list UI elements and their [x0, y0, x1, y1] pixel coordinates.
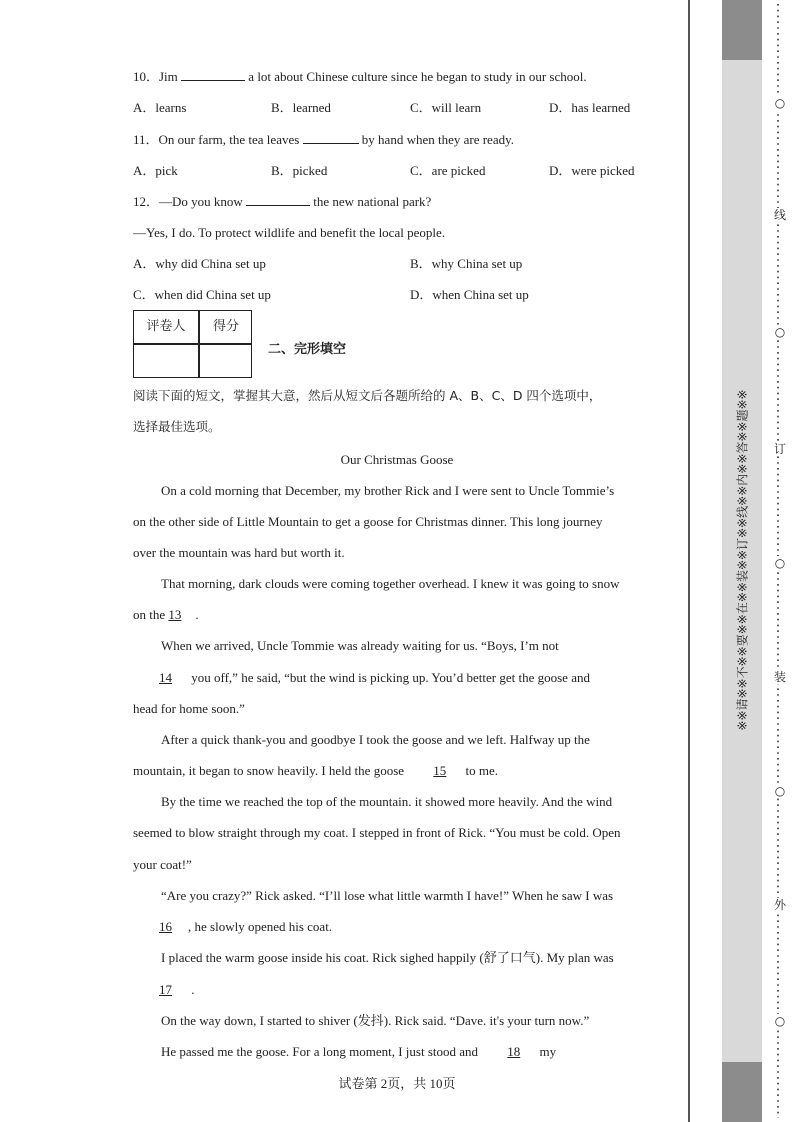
q11-option-a: A．pick: [133, 163, 178, 178]
q11-option-c: C．are picked: [410, 163, 486, 178]
passage-p2-line-1: That morning, dark clouds were coming together overhead. I knew it was going to snow: [161, 576, 620, 591]
passage-p1-line-1: On a cold morning that December, my brother Rick and I were sent to Uncle Tommie’s: [161, 483, 615, 498]
margin-label-line: 线: [773, 208, 786, 222]
blank-17: 17: [159, 982, 172, 997]
q11-blank: [303, 131, 359, 144]
grader-reviewer-label: 评卷人: [146, 319, 186, 334]
margin-label-bind: 装: [773, 670, 786, 684]
blank-16: 16: [159, 919, 172, 934]
passage-p1-line-2: on the other side of Little Mountain to get a goose for Christmas dinner. This long journey: [133, 514, 603, 529]
binding-notice: ※※请※※不※※要※※在※※装※※订※※线※※内※※答※※题※※: [735, 389, 750, 731]
margin-circle-4: ○: [772, 784, 788, 798]
passage-p7-line-2: 17 .: [133, 982, 195, 998]
page-footer: 试卷第 2页，共 10页: [338, 1076, 456, 1091]
passage-p5-line-2: seemed to blow straight through my coat. I stepped in front of Rick. “You must be cold. Open: [133, 825, 621, 840]
q12-stem: 12．—Do you know the new national park?: [133, 194, 432, 209]
passage-p3-line-2: 14 you off,” he said, “but the wind is picking up. You’d better get the goose and: [133, 670, 590, 686]
binding-band-bottom-block: [722, 1062, 762, 1122]
blank-13: 13: [168, 607, 182, 622]
margin-circle-2: ○: [772, 325, 788, 339]
grader-box: [133, 310, 252, 378]
q12-option-c: C．when did China set up: [133, 287, 271, 302]
passage-p7-line-1: I placed the warm goose inside his coat. Rick sighed happily (舒了口气). My plan was: [161, 950, 614, 965]
q12-option-b: B．why China set up: [410, 256, 523, 271]
section-title: 二、完形填空: [268, 342, 347, 357]
margin-circle-3: ○: [772, 556, 788, 570]
passage-p4-line-1: After a quick thank-you and goodbye I took the goose and we left. Halfway up the: [161, 732, 590, 747]
passage-p3-line-3: head for home soon.”: [133, 701, 245, 716]
blank-18: 18: [507, 1044, 521, 1059]
passage-p4-line-2: mountain, it began to snow heavily. I held the goose 15 to me.: [133, 763, 499, 778]
q12-answer-line: —Yes, I do. To protect wildlife and benefit the local people.: [133, 225, 445, 240]
passage-p2-line-2: on the 13 .: [133, 607, 199, 622]
q10-blank: [181, 68, 245, 81]
margin-label-order: 订: [773, 442, 786, 456]
passage-p6-line-1: “Are you crazy?” Rick asked. “I’ll lose what little warmth I have!” When he saw I was: [161, 888, 614, 903]
q12-option-d: D．when China set up: [410, 287, 529, 302]
passage-p9: He passed me the goose. For a long moment, I just stood and 18 my: [161, 1044, 557, 1059]
q12-blank: [246, 193, 310, 206]
q11-option-d: D．were picked: [549, 163, 635, 178]
blank-15: 15: [433, 763, 447, 778]
passage-p6-line-2: 16 , he slowly opened his coat.: [133, 919, 332, 935]
binding-margin-border: [688, 0, 690, 1122]
passage-p1-line-3: over the mountain was hard but worth it.: [133, 545, 345, 560]
q10-option-a: A．learns: [133, 100, 187, 115]
q10-option-b: B．learned: [271, 100, 331, 115]
binding-band-top-block: [722, 0, 762, 60]
margin-circle-5: ○: [772, 1014, 788, 1028]
margin-label-outer: 外: [773, 898, 786, 912]
passage-p3-line-1: When we arrived, Uncle Tommie was already waiting for us. “Boys, I’m not: [161, 638, 559, 653]
q11-option-b: B．picked: [271, 163, 328, 178]
q10-option-d: D．has learned: [549, 100, 631, 115]
q11-stem: 11．On our farm, the tea leaves by hand when they are ready.: [133, 132, 515, 147]
q10-stem: 10．Jim a lot about Chinese culture since he began to study in our school.: [133, 69, 587, 84]
instructions-line-2: 选择最佳选项。: [133, 419, 221, 434]
instructions-line-1: 阅读下面的短文，掌握其大意，然后从短文后各题所给的 A、B、C、D 四个选项中，: [133, 388, 602, 403]
passage-p8: On the way down, I started to shiver (发抖). Rick said. “Dave. it's your turn now.”: [161, 1013, 590, 1028]
q12-option-a: A．why did China set up: [133, 256, 266, 271]
grader-score-label: 得分: [212, 319, 239, 334]
blank-14: 14: [159, 670, 172, 685]
q10-option-c: C．will learn: [410, 100, 482, 115]
passage-title: Our Christmas Goose: [340, 452, 454, 467]
grader-divider-horizontal: [134, 343, 251, 345]
passage-p5-line-1: By the time we reached the top of the mountain. it showed more heavily. And the wind: [161, 794, 613, 809]
passage-p5-line-3: your coat!”: [133, 857, 192, 872]
margin-circle-1: ○: [772, 96, 788, 110]
